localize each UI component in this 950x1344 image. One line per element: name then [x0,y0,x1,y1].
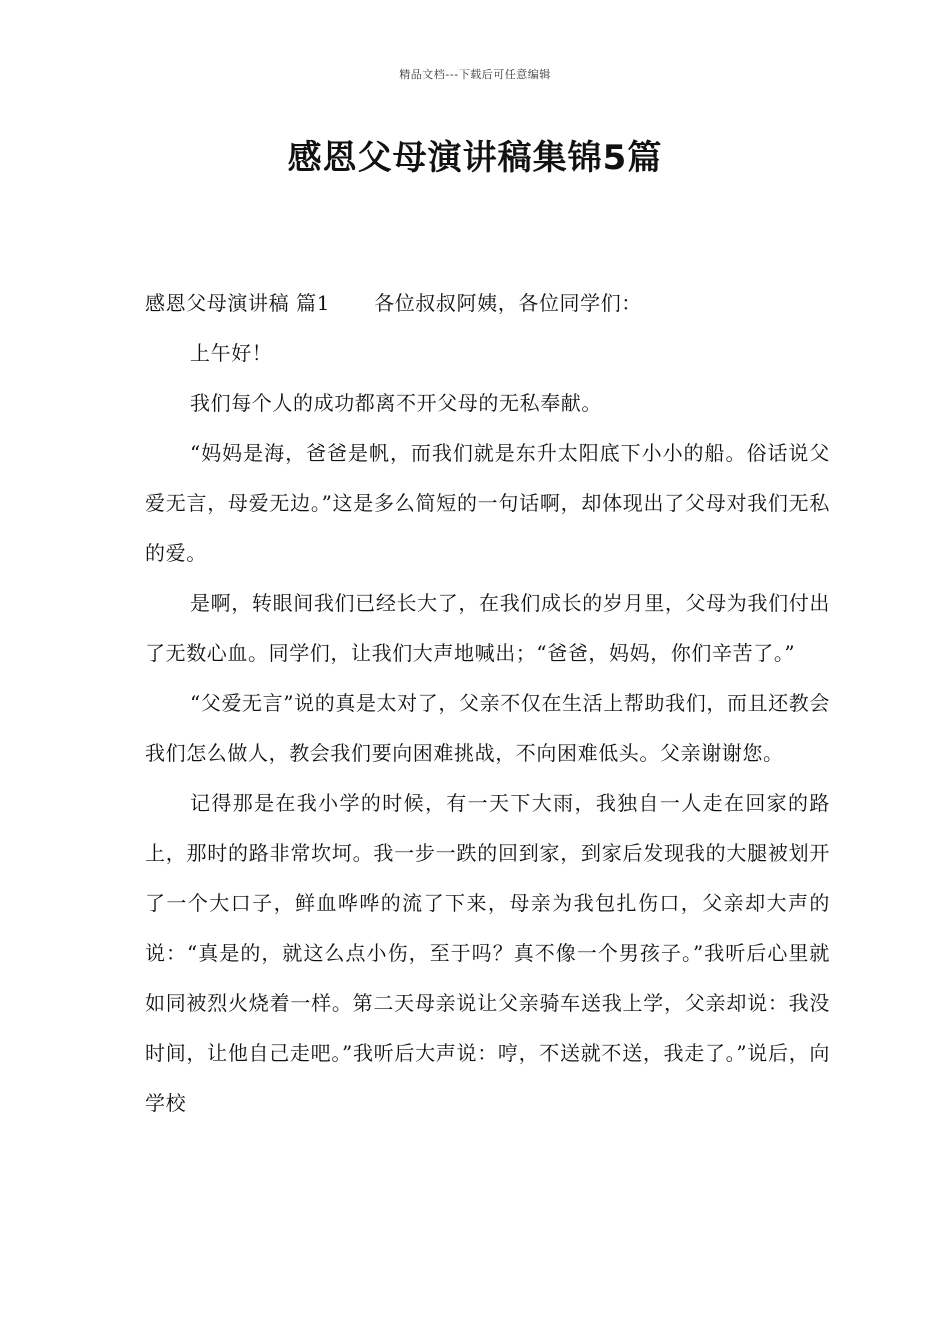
section-opening-line [145,278,830,328]
paragraph: 记得那是在我小学的时候，有一天下大雨，我独自一人走在回家的路上，那时的路非常坎坷。我一步一跌的回到家，到家后发现我的大腿被划开了一个大口子，鲜血哗哗的流了下来，母亲为我包扎伤口，父亲却大声的说：“真是的，就这么点小伤，至于吗？真不像一个男孩子。”我听后心里就如同被烈火烧着一样。第二天母亲说让父亲骑车送我上学，父亲却说：我没时间，让他自己走吧。”我听后大声说：哼，不送就不送，我走了。”说后，向学校 [145,791,830,1115]
paragraph: “父爱无言”说的真是太对了，父亲不仅在生活上帮助我们，而且还教会我们怎么做人，教会我们要向困难挑战，不向困难低头。父亲谢谢您。 [145,691,830,765]
paragraph: “妈妈是海，爸爸是帆，而我们就是东升太阳底下小小的船。俗话说父爱无言，母爱无边。”这是多么简短的一句话啊，却体现出了父母对我们无私的爱。 [145,441,830,565]
paragraph: 上午好！ [190,341,273,365]
document-title: 感恩父母演讲稿集锦5篇 [287,138,663,178]
paragraph: 我们每个人的成功都离不开父母的无私奉献。 [190,391,602,415]
header-note: 精品文档---下载后可任意编辑 [399,68,551,81]
section-heading: 感恩父母演讲稿 篇1 [145,291,331,315]
salutation: 各位叔叔阿姨，各位同学们： [374,291,642,315]
paragraph: 是啊，转眼间我们已经长大了，在我们成长的岁月里，父母为我们付出了无数心血。同学们，让我们大声地喊出；“爸爸，妈妈，你们辛苦了。” [145,591,830,665]
document-body [145,278,830,1128]
